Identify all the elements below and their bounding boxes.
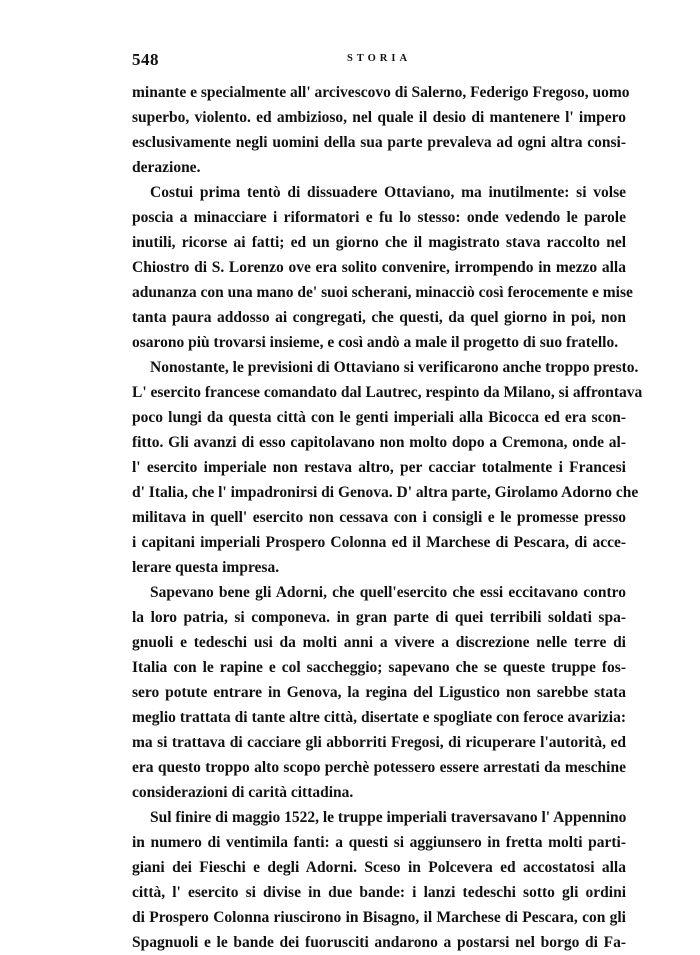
paragraph <box>132 805 626 955</box>
text-line: Italia con le rapine e col saccheggio; sapevano che se queste truppe fos- <box>132 659 626 676</box>
text-line: Costui prima tentò di dissuadere Ottaviano, ma inutilmente: si volse <box>150 184 626 201</box>
page-number: 548 <box>132 50 159 69</box>
text-line: città, l' esercito si divise in due bande: i lanzi tedeschi sotto gli ordini <box>132 884 626 901</box>
text-line: d' Italia, che l' impadronirsi di Genova. D' altra parte, Girolamo Adorno che <box>132 484 639 501</box>
paragraph <box>132 180 633 355</box>
text-line: i capitani imperiali Prospero Colonna ed il Marchese di Pescara, di acce- <box>132 534 626 551</box>
text-line: Nonostante, le previsioni di Ottaviano si verificarono anche troppo presto. <box>150 359 639 376</box>
text-line: era questo troppo alto scopo perchè potessero essere arrestati da meschine <box>132 759 626 776</box>
text-line: considerazioni di carità cittadina. <box>132 784 354 801</box>
paragraph <box>132 355 643 580</box>
text-line: poscia a minacciare i riformatori e fu lo stesso: onde vedendo le parole <box>132 209 626 226</box>
text-line: adunanza con una mano de' suoi scherani, minacciò così ferocemente e mise <box>132 284 633 301</box>
text-line: fitto. Gli avanzi di esso capitolavano non molto dopo a Cremona, onde al- <box>132 434 626 451</box>
text-line: ma si trattava di cacciare gli abborriti Fregosi, di ricuperare l'autorità, ed <box>132 734 626 751</box>
text-line: tanta paura addosso ai congregati, che questi, da quel giorno in poi, non <box>132 309 626 326</box>
text-line: inutili, ricorse ai fatti; ed un giorno che il magistrato stava raccolto nel <box>132 234 626 251</box>
text-line: L' esercito francese comandato dal Lautrec, respinto da Milano, si affrontava <box>132 384 643 401</box>
text-line: in numero di ventimila fanti: a questi si aggiunsero in fretta molti parti- <box>132 834 626 851</box>
text-line: minante e specialmente all' arcivescovo di Salerno, Federigo Fregoso, uomo <box>132 84 630 101</box>
text-line: Spagnuoli e le bande dei fuorusciti andarono a postarsi nel borgo di Fa- <box>132 934 626 951</box>
text-line: Chiostro di S. Lorenzo ove era solito convenire, irrompendo in mezzo alla <box>132 259 626 276</box>
body-text <box>132 80 643 955</box>
paragraph <box>132 80 630 180</box>
paragraph <box>132 580 626 805</box>
text-line: lerare questa impresa. <box>132 559 280 576</box>
page-header <box>132 50 626 74</box>
text-line: osarono più trovarsi insieme, e così andò a male il progetto di suo fratello. <box>132 334 619 351</box>
text-line: l' esercito imperiale non restava altro, per cacciar totalmente i Francesi <box>132 459 626 476</box>
running-title: STORIA <box>346 53 412 64</box>
text-line: derazione. <box>132 159 201 176</box>
text-line: di Prospero Colonna riuscirono in Bisagno, il Marchese di Pescara, con gli <box>132 909 626 926</box>
text-line: giani dei Fieschi e degli Adorni. Sceso in Polcevera ed accostatosi alla <box>132 859 626 876</box>
text-line: Sul finire di maggio 1522, le truppe imperiali traversavano l' Appennino <box>150 809 627 826</box>
text-line: superbo, violento. ed ambizioso, nel quale il desio di mantenere l' impero <box>132 109 626 126</box>
text-line: gnuoli e tedeschi usi da molti anni a vivere a discrezione nelle terre di <box>132 634 626 651</box>
text-line: esclusivamente negli uomini della sua parte prevaleva ad ogni altra consi- <box>132 134 626 151</box>
text-line: militava in quell' esercito non cessava con i consigli e le promesse presso <box>132 509 626 526</box>
text-line: Sapevano bene gli Adorni, che quell'esercito che essi eccitavano contro <box>150 584 626 601</box>
text-line: meglio trattata di tante altre città, disertate e spogliate con feroce avarizia: <box>132 709 626 726</box>
text-line: la loro patria, si componeva. in gran parte di quei terribili soldati spa- <box>132 609 626 626</box>
text-line: poco lungi da questa città con le genti imperiali alla Bicocca ed era scon- <box>132 409 626 426</box>
text-line: sero potute entrare in Genova, la regina del Ligustico non sarebbe stata <box>132 684 626 701</box>
